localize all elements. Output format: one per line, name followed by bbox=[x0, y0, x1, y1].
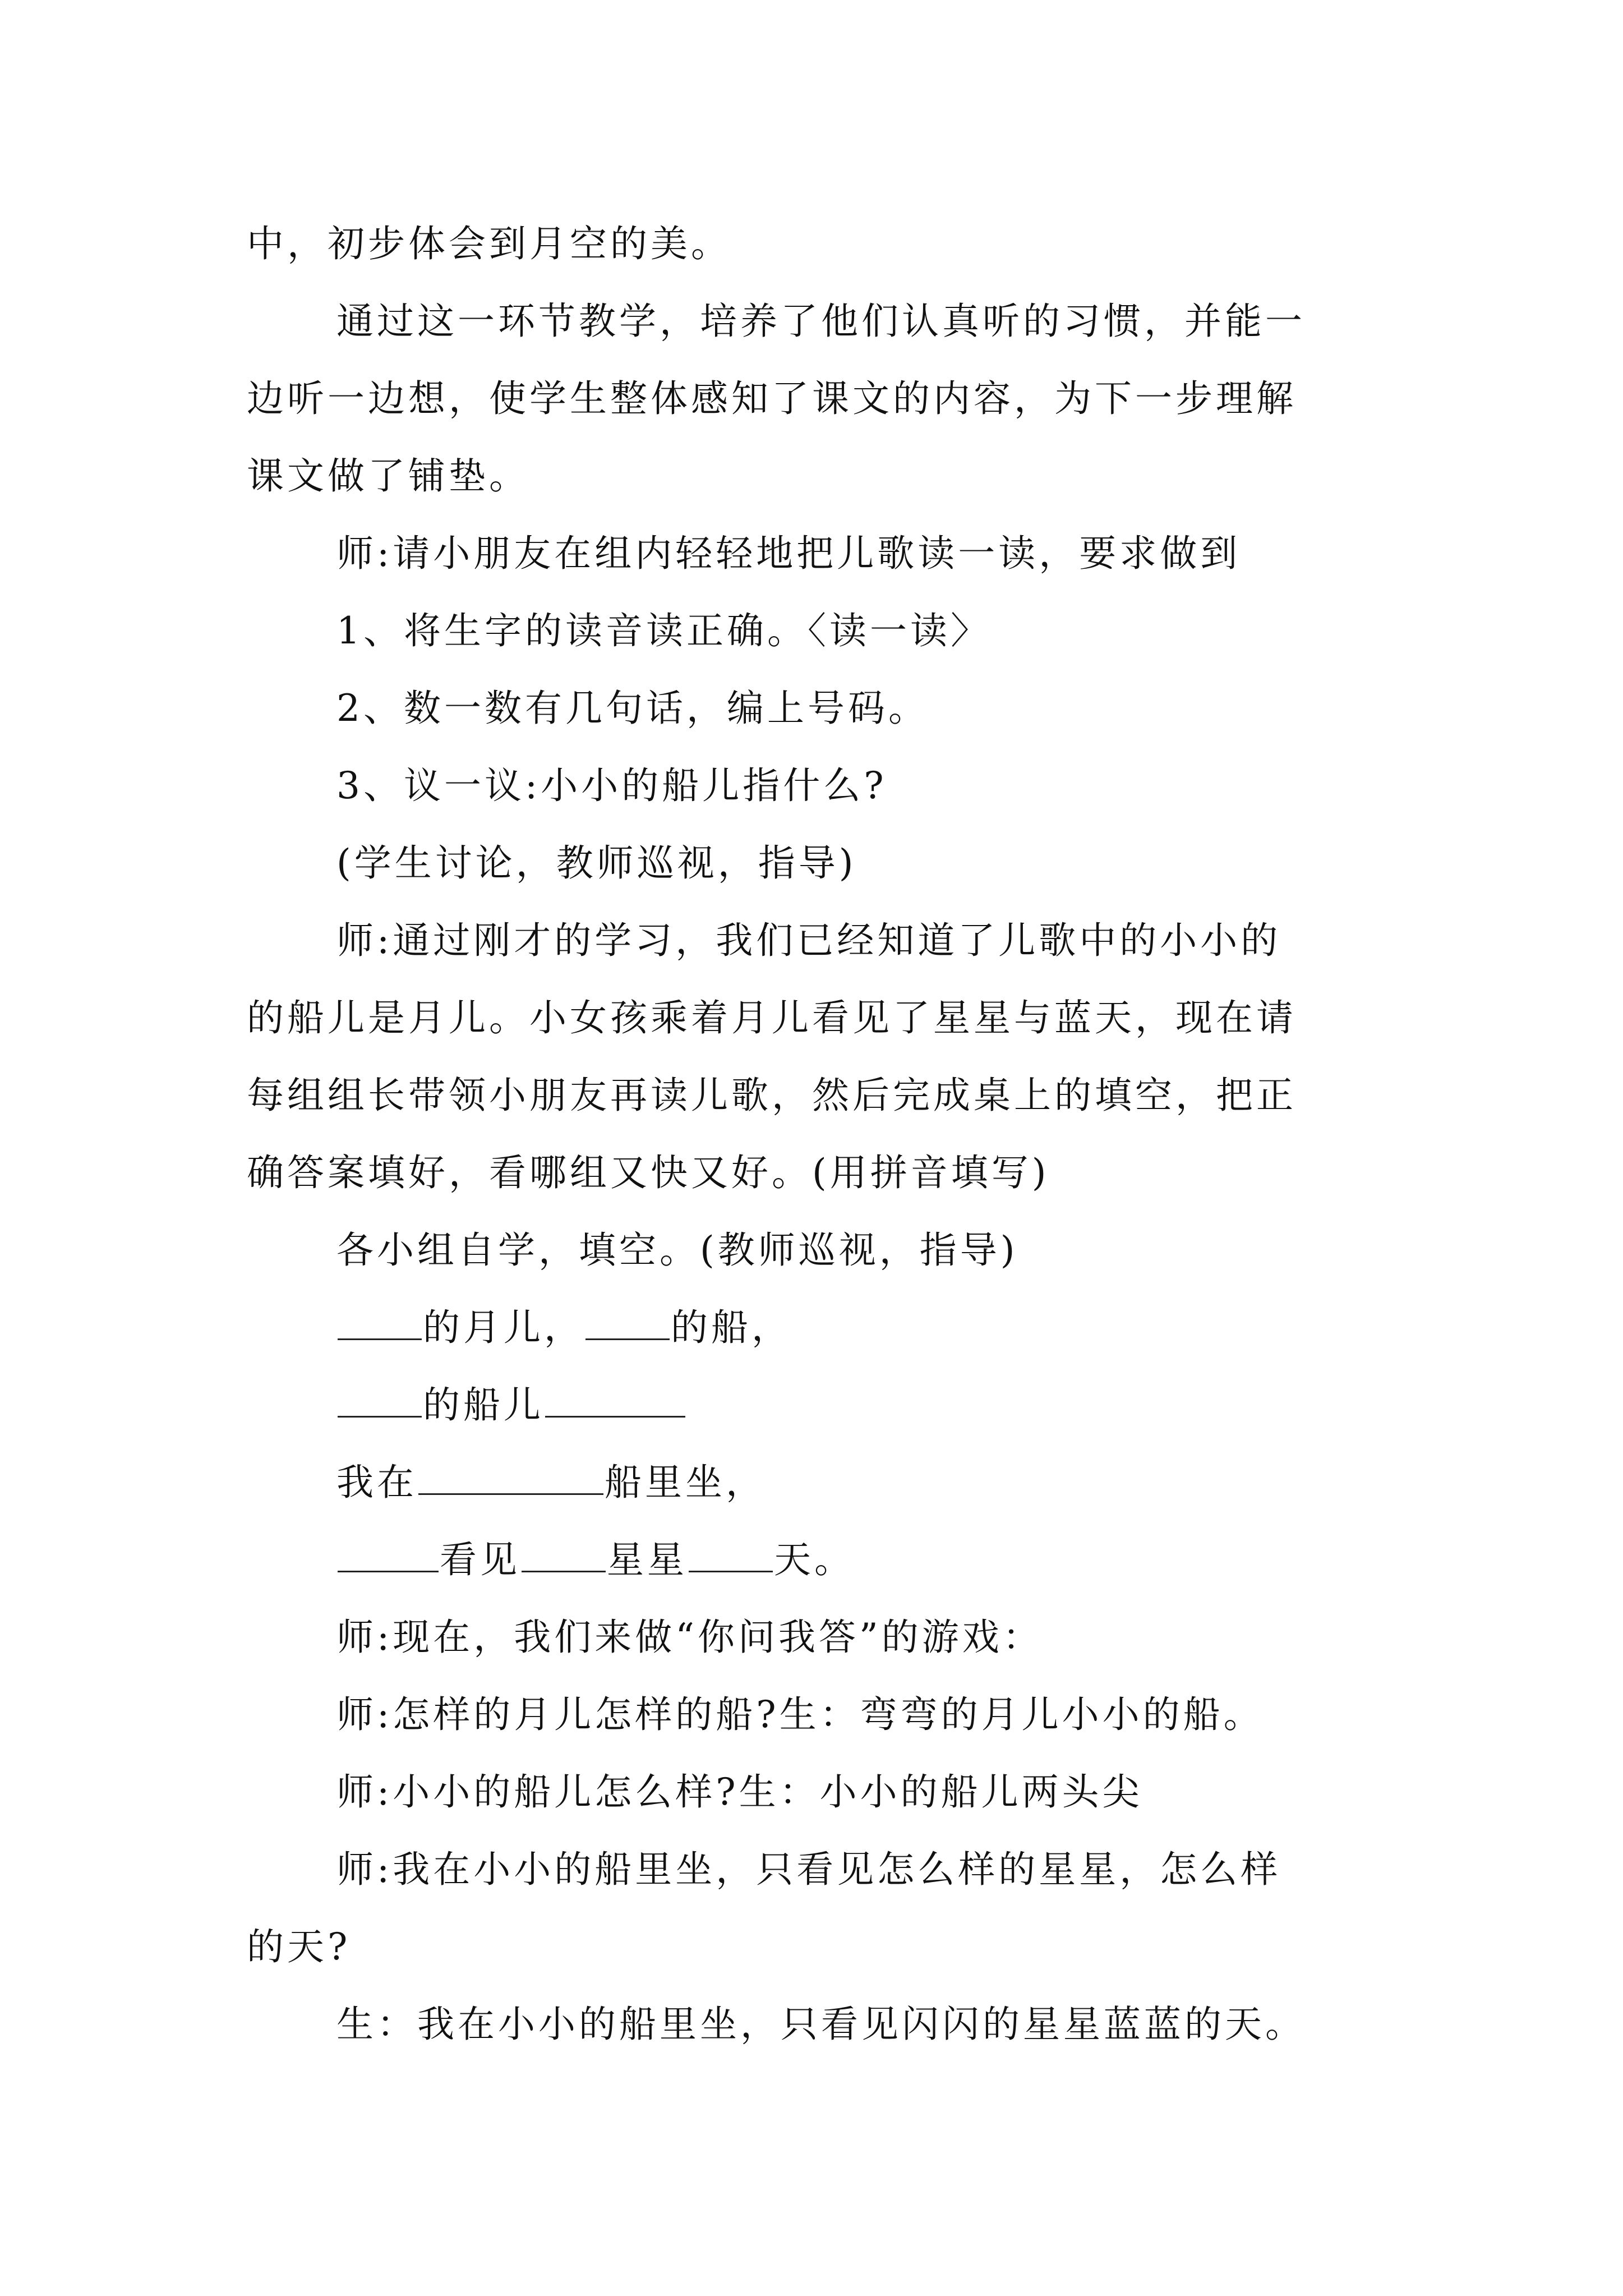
paragraph-line: 每组组长带领小朋友再读儿歌，然后完成桌上的填空，把正 bbox=[247, 1074, 1297, 1117]
fill-in-line bbox=[336, 1533, 855, 1587]
list-item: 3、议一议:小小的船儿指什么? bbox=[336, 764, 887, 807]
fill-text: 天。 bbox=[774, 1538, 855, 1581]
fill-text: 我在 bbox=[336, 1461, 417, 1504]
fill-blank[interactable] bbox=[689, 1534, 773, 1572]
fill-blank[interactable] bbox=[338, 1301, 422, 1340]
paragraph-line: 确答案填好，看哪组又快又好。(用拼音填写) bbox=[247, 1151, 1050, 1194]
fill-blank[interactable] bbox=[545, 1379, 685, 1418]
fill-in-line bbox=[336, 1456, 766, 1510]
dialogue-line: 师:怎样的月儿怎样的船?生：弯弯的月儿小小的船。 bbox=[336, 1693, 1264, 1736]
fill-text: 的船儿 bbox=[423, 1383, 544, 1427]
paragraph-line: 课文做了铺垫。 bbox=[247, 454, 529, 498]
fill-text: 的船， bbox=[671, 1306, 792, 1349]
dialogue-line: 的天? bbox=[247, 1925, 351, 1968]
dialogue-line: 师:我在小小的船里坐，只看见怎么样的星星，怎么样 bbox=[336, 1848, 1281, 1891]
paragraph-line: 中，初步体会到月空的美。 bbox=[247, 222, 731, 265]
paragraph-line: 通过这一环节教学，培养了他们认真听的习惯，并能一 bbox=[336, 300, 1306, 343]
fill-blank[interactable] bbox=[522, 1534, 606, 1572]
dialogue-line: 师:现在，我们来做“你问我答”的游戏： bbox=[336, 1616, 1043, 1659]
list-item: 1、将生字的读音读正确。〈读一读〉 bbox=[336, 609, 991, 652]
fill-blank[interactable] bbox=[585, 1301, 670, 1340]
paragraph-line: 各小组自学，填空。(教师巡视，指导) bbox=[336, 1228, 1018, 1272]
paragraph-line: (学生讨论，教师巡视，指导) bbox=[336, 841, 857, 885]
fill-blank[interactable] bbox=[418, 1456, 603, 1495]
fill-blank[interactable] bbox=[338, 1534, 439, 1572]
paragraph-line: 师:请小朋友在组内轻轻地把儿歌读一读，要求做到 bbox=[336, 532, 1241, 575]
fill-text: 星星 bbox=[607, 1538, 688, 1581]
fill-text: 看见 bbox=[440, 1538, 520, 1581]
paragraph-line: 师:通过刚才的学习，我们已经知道了儿歌中的小小的 bbox=[336, 919, 1281, 962]
list-item: 2、数一数有几句话，编上号码。 bbox=[336, 687, 929, 730]
paragraph-line: 的船儿是月儿。小女孩乘着月儿看见了星星与蓝天，现在请 bbox=[247, 996, 1297, 1039]
fill-text: 的月儿， bbox=[423, 1306, 584, 1349]
fill-in-line bbox=[336, 1378, 686, 1432]
paragraph-line: 边听一边想，使学生整体感知了课文的内容，为下一步理解 bbox=[247, 377, 1297, 420]
fill-text: 船里坐， bbox=[605, 1461, 766, 1504]
fill-blank[interactable] bbox=[338, 1379, 422, 1418]
dialogue-line: 生：我在小小的船里坐，只看见闪闪的星星蓝蓝的天。 bbox=[336, 2003, 1306, 2046]
fill-in-line bbox=[336, 1301, 792, 1355]
dialogue-line: 师:小小的船儿怎么样?生：小小的船儿两头尖 bbox=[336, 1770, 1143, 1814]
